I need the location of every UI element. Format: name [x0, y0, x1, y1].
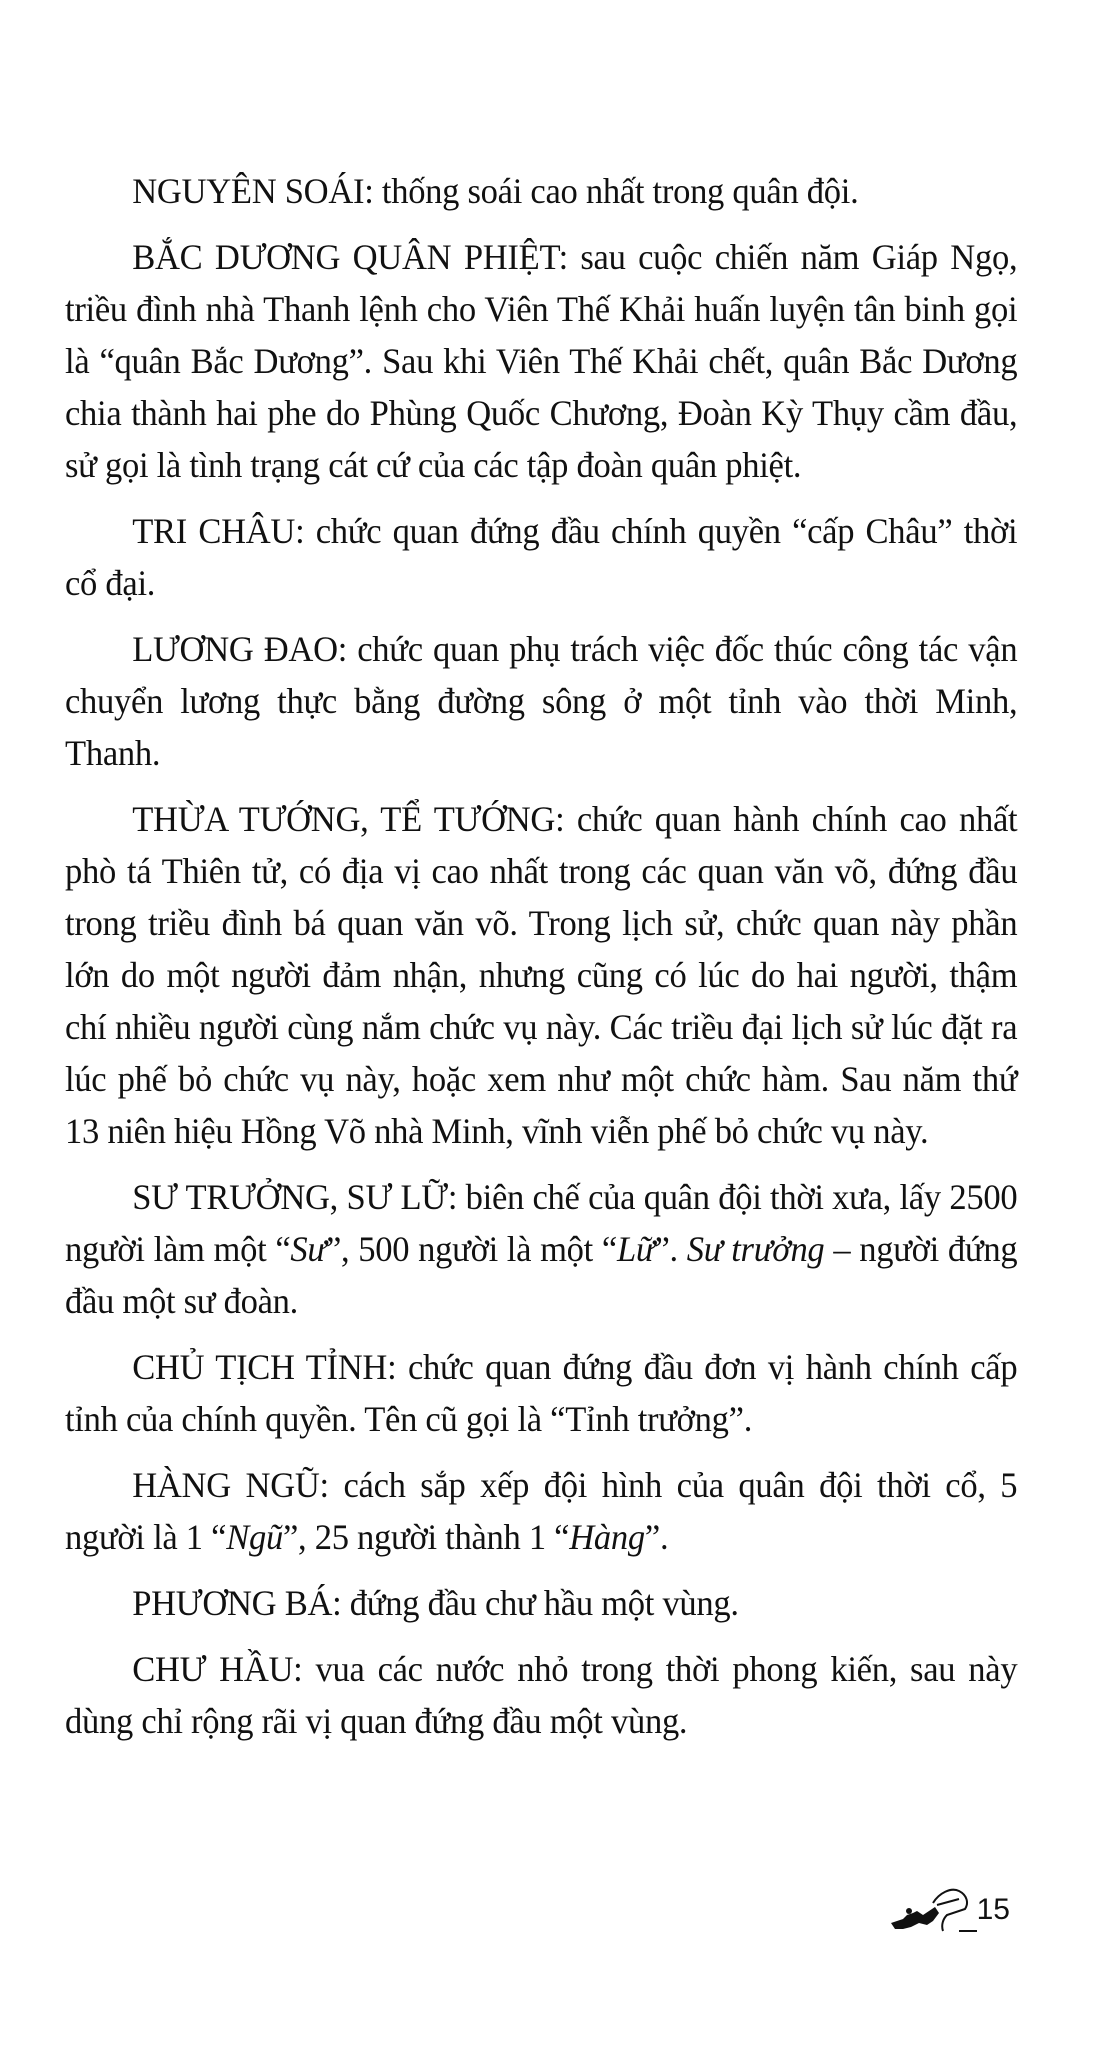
glossary-page-body — [65, 165, 1017, 1761]
entry-definition: vua các nước nhỏ trong thời phong kiến, sau này dùng chỉ rộng rãi vị quan đứng đầu một vùng. — [65, 1649, 1018, 1741]
page-number: 15 — [976, 1893, 1010, 1926]
entry-definition: thống soái cao nhất trong quân đội. — [373, 171, 859, 211]
glossary-entry-nguyen-soai — [65, 165, 1017, 217]
glossary-entry-luong-dao — [65, 623, 1017, 779]
italic-term-su: Sư — [290, 1229, 326, 1269]
entry-definition: chức quan đứng đầu đơn vị hành chính cấp tỉnh của chính quyền. Tên cũ gọi là “Tỉnh trưởng”. — [65, 1347, 1018, 1439]
italic-term-su-truong: Sư trưởng — [686, 1229, 825, 1269]
italic-term-ngu: Ngũ — [226, 1517, 283, 1557]
entry-definition-cont: ”, 500 người là một “ — [325, 1229, 617, 1269]
glossary-entry-tri-chau — [65, 505, 1017, 609]
entry-definition: cách sắp xếp đội hình của quân đội thời cổ, 5 người là 1 “ — [65, 1465, 1018, 1557]
entry-term: CHỦ TỊCH TỈNH: — [132, 1347, 397, 1387]
entry-definition-cont: ”, 25 người thành 1 “ — [282, 1517, 570, 1557]
entry-definition-cont: ”. — [644, 1517, 669, 1557]
entry-term: TRI CHÂU: — [132, 511, 305, 551]
glossary-entry-thua-tuong — [65, 793, 1017, 1157]
entry-definition: biên chế của quân đội thời xưa, lấy 2500 người làm một “ — [65, 1177, 1018, 1269]
entry-term: HÀNG NGŨ: — [132, 1465, 329, 1505]
page-footer — [860, 1880, 1010, 1940]
glossary-entry-chu-hau — [65, 1643, 1017, 1747]
glossary-entry-chu-tich-tinh — [65, 1341, 1017, 1445]
entry-definition: chức quan hành chính cao nhất phò tá Thiên tử, có địa vị cao nhất trong các quan văn võ, đứng đầu trong triều đình bá quan văn võ. Trong lịch sử, chức quan này phần lớn do một người đảm nhận, nhưng cũng có lúc do hai người, thậm chí nhiều người cùng nắm chức vụ này. Các triều đại lịch sử lúc đặt ra lúc phế bỏ chức vụ này, hoặc xem như một chức hàm. Sau năm thứ 13 niên hiệu Hồng Võ nhà Minh, vĩnh viễn phế bỏ chức vụ này. — [65, 799, 1018, 1151]
entry-definition: chức quan đứng đầu chính quyền “cấp Châu” thời cổ đại. — [65, 511, 1018, 603]
entry-definition-cont: ”. — [654, 1229, 687, 1269]
italic-term-lu: Lữ — [616, 1229, 655, 1269]
italic-term-hang: Hàng — [569, 1517, 645, 1557]
entry-definition: chức quan phụ trách việc đốc thúc công tác vận chuyển lương thực bằng đường sông ở một tỉnh vào thời Minh, Thanh. — [65, 629, 1018, 773]
entry-term: BẮC DƯƠNG QUÂN PHIỆT: — [132, 237, 568, 277]
entry-definition-cont: – người đứng đầu một sư đoàn. — [65, 1229, 1018, 1321]
entry-term: CHƯ HẦU: — [132, 1649, 303, 1689]
entry-term: THỪA TƯỚNG, TỂ TƯỚNG: — [132, 799, 565, 839]
entry-term: PHƯƠNG BÁ: — [132, 1583, 342, 1623]
glossary-entry-hang-ngu — [65, 1459, 1017, 1563]
entry-term: LƯƠNG ĐAO: — [132, 629, 348, 669]
entry-definition: sau cuộc chiến năm Giáp Ngọ, triều đình nhà Thanh lệnh cho Viên Thế Khải huấn luyện tân binh gọi là “quân Bắc Dương”. Sau khi Viên Thế Khải chết, quân Bắc Dương chia thành hai phe do Phùng Quốc Chương, Đoàn Kỳ Thụy cầm đầu, sử gọi là tình trạng cát cứ của các tập đoàn quân phiệt. — [65, 237, 1018, 485]
scholar-writing-ornament-icon — [881, 1885, 981, 1935]
entry-definition: đứng đầu chư hầu một vùng. — [341, 1583, 739, 1623]
glossary-entry-bac-duong-quan-phiet — [65, 231, 1017, 491]
glossary-entry-phuong-ba — [65, 1577, 1017, 1629]
entry-term: SƯ TRƯỞNG, SƯ LỮ: — [132, 1177, 458, 1217]
entry-term: NGUYÊN SOÁI: — [132, 171, 374, 211]
glossary-entry-su-truong — [65, 1171, 1017, 1327]
